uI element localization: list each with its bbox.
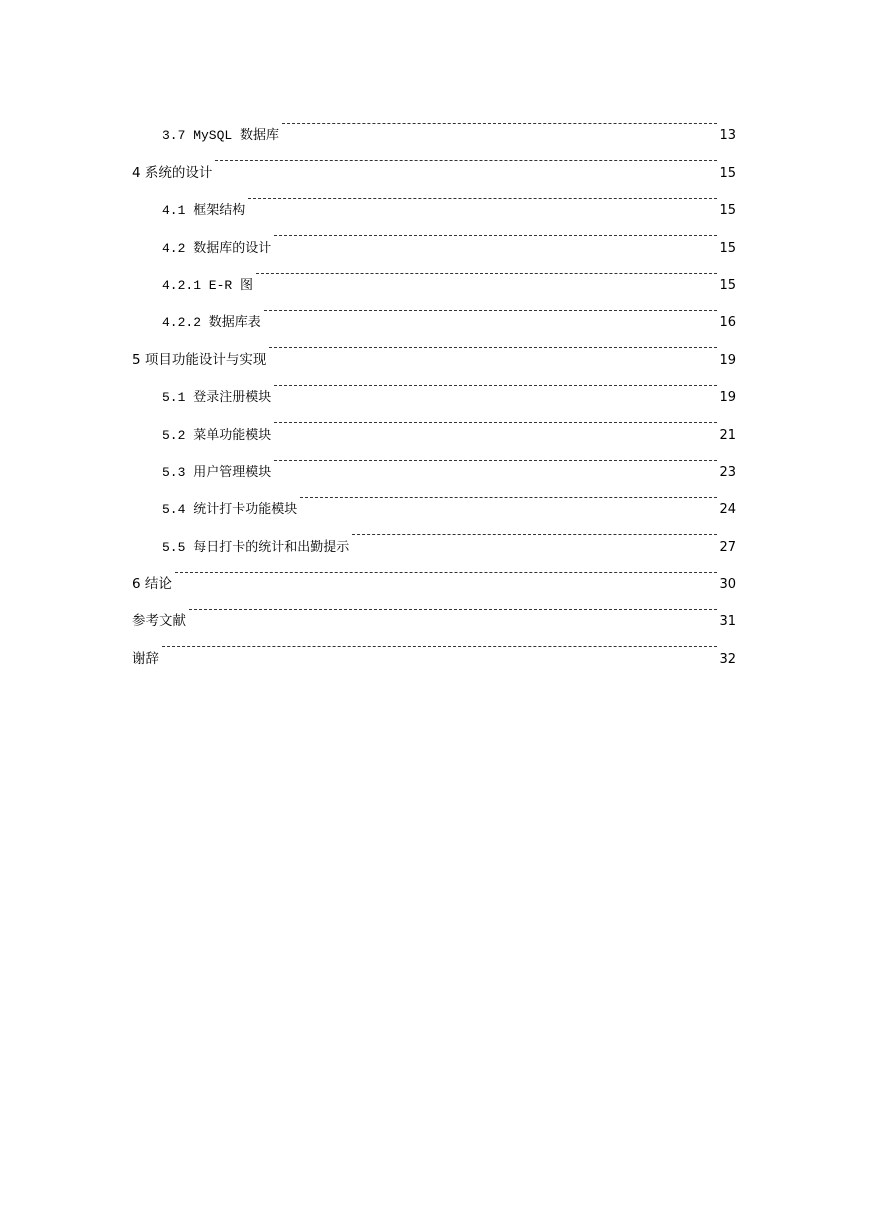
toc-page-number: 15 [719,165,736,181]
toc-entry-references [132,588,736,630]
toc-entry-title: 参考文献 [132,613,186,630]
toc-entry-4-1 [132,177,736,219]
toc-leader-dots [274,364,717,401]
toc-entry-title: 4 系统的设计 [132,164,213,181]
toc-leader-dots [269,326,717,363]
toc-leader-dots [274,439,717,476]
toc-page-number: 13 [719,128,736,144]
toc-entry-4 [132,139,736,181]
table-of-contents [132,102,736,667]
toc-leader-dots [189,588,717,625]
toc-page-number: 27 [719,539,736,555]
toc-leader-dots [300,476,717,513]
toc-entry-3-7 [132,102,736,144]
toc-entry-title: 4.1 框架结构 [162,203,246,219]
toc-entry-title: 5.4 统计打卡功能模块 [162,502,298,518]
toc-leader-dots [162,625,717,662]
toc-entry-title: 5 项目功能设计与实现 [132,351,267,368]
toc-entry-title: 4.2.1 E-R 图 [162,277,254,293]
toc-entry-title: 3.7 MySQL 数据库 [162,128,280,144]
toc-entry-title: 5.3 用户管理模块 [162,464,272,480]
toc-entry-title: 谢辞 [132,650,159,667]
toc-leader-dots [282,102,717,139]
toc-leader-dots [264,289,718,326]
toc-entry-title: 5.2 菜单功能模块 [162,427,272,443]
toc-entry-acknowledgements [132,625,736,667]
toc-entry-6 [132,551,736,593]
toc-page-number: 31 [719,614,736,630]
toc-leader-dots [352,513,717,550]
toc-page-number: 24 [719,502,736,518]
toc-page-number: 15 [719,240,736,256]
toc-leader-dots [248,177,717,214]
toc-leader-dots [274,214,717,251]
toc-entry-title: 5.5 每日打卡的统计和出勤提示 [162,539,350,555]
toc-leader-dots [256,252,717,289]
toc-entry-title: 6 结论 [132,576,172,593]
toc-page-number: 30 [719,577,736,593]
toc-page-number: 15 [719,203,736,219]
toc-entry-title: 4.2.2 数据库表 [162,315,261,331]
toc-page-number: 19 [719,390,736,406]
toc-page-number: 19 [719,352,736,368]
toc-page-number: 15 [719,277,736,293]
toc-entry-title: 4.2 数据库的设计 [162,240,272,256]
toc-leader-dots [175,551,718,588]
toc-page-number: 23 [719,464,736,480]
toc-page-number: 21 [719,427,736,443]
toc-leader-dots [215,139,717,176]
toc-leader-dots [274,401,717,438]
toc-entry-title: 5.1 登录注册模块 [162,390,272,406]
toc-page-number: 32 [719,651,736,667]
toc-page-number: 16 [719,315,736,331]
